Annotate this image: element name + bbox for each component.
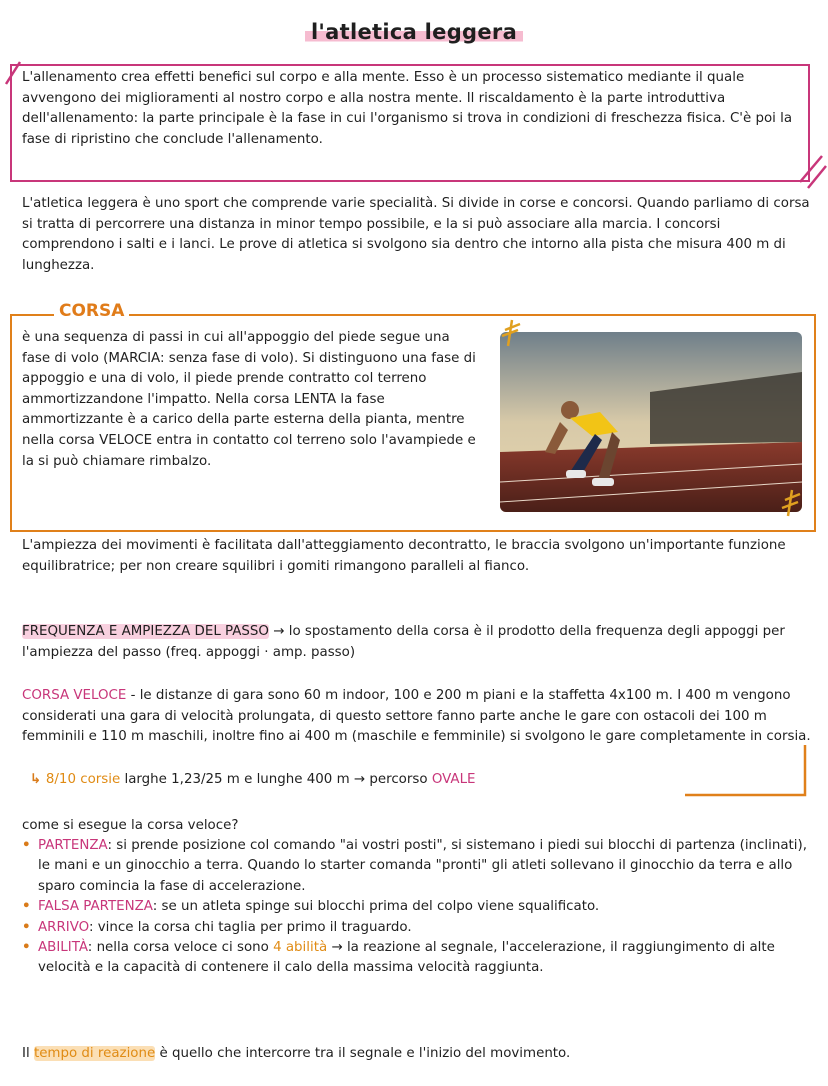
percorso-text: percorso [369, 772, 428, 787]
frequenza-text: lo spostamento della corsa è il prodotto della frequenza degli appoggi per l'ampiezza del passo (freq. appoggi · amp. passo) [22, 624, 785, 660]
photo-corner-marks [0, 300, 828, 540]
corsie-arrow-icon: ↳ [30, 772, 46, 787]
reazione-paragraph: Il tempo di reazione è quello che intercorre tra il segnale e l'inizio del movimento. [22, 1046, 571, 1061]
come-question: come si esegue la corsa veloce? [22, 818, 239, 833]
reazione-term: tempo di reazione [33, 1046, 156, 1061]
corsa-veloce-heading: CORSA VELOCE [22, 688, 127, 703]
frequenza-section: FREQUENZA E AMPIEZZA DEL PASSO → lo spostamento della corsa è il prodotto della frequenza degli appoggi per l'ampiezza del passo (freq. appoggi · amp. passo) [22, 624, 785, 660]
corsie-label: 8/10 corsie [45, 772, 121, 787]
corsie-line: ↳ 8/10 corsie larghe 1,23/25 m e lunghe 400 m → percorso OVALE [30, 772, 476, 787]
corsa-heading: CORSA [54, 301, 129, 321]
frequenza-heading: FREQUENZA E AMPIEZZA DEL PASSO [22, 624, 269, 639]
ampiezza-paragraph: L'ampiezza dei movimenti è facilitata dall'atteggiamento decontratto, le braccia svolgono un'importante funzione equilibratrice; per non creare squilibri i gomiti rimangono paralleli al fianco. [22, 538, 786, 574]
ovale-text: OVALE [431, 772, 476, 787]
list-item: • ABILITÀ: nella corsa veloce ci sono 4 abilità → la reazione al segnale, l'accelerazione, il raggiungimento di alte velocità e la capacità di contenere il calo della massima velocità raggiunta. [22, 938, 812, 979]
page-title: l'atletica leggera [0, 20, 828, 44]
intro-paragraph: L'allenamento crea effetti benefici sul corpo e alla mente. Esso è un processo sistematico mediante il quale avvengono dei miglioramenti al nostro corpo e alla nostra mente. Il riscaldamento è la parte introduttiva dell'allenamento: la parte principale è la fase in cui l'organismo si trova in condizioni di freschezza fisica. C'è poi la fase di ripristino che conclude l'allenamento. [22, 70, 793, 147]
corsa-paragraph: è una sequenza di passi in cui all'appoggio del piede segue una fase di volo (MARCIA: senza fase di volo). Si distinguono una fase di appoggio e una di volo, il piede prende contratto col terreno ammortizzandone l'impatto. Nella corsa LENTA la fase ammortizzante è a carico della parte esterna della pianta, mentre nella corsa VELOCE entra in contatto col terreno solo l'avampiede e la si può chiamare rimbalzo. [22, 330, 476, 469]
list-item: • PARTENZA: si prende posizione col comando "ai vostri posti", si sistemano i piedi sui blocchi di partenza (inclinati), le mani e un ginocchio a terra. Quando lo starter comanda "pronti" gli atleti sollevano il ginocchio da terra e allo sparo comincia la fase di accelerazione. [22, 836, 812, 897]
corsa-veloce-text: le distanze di gara sono 60 m indoor, 100 e 200 m piani e la staffetta 4x100 m. I 400 m vengono considerati una gara di velocità prolungata, di questo settore fanno parte anche le gare con ostacoli dei 100 m femminili e 110 m maschili, inoltre fino ai 400 m (maschile e femminile) si svolgono le gare completamente in corsia. [22, 688, 811, 745]
list-item: • ARRIVO: vince la corsa chi taglia per primo il traguardo. [22, 918, 812, 938]
list-item: • FALSA PARTENZA: se un atleta spinge sui blocchi prima del colpo viene squalificato. [22, 897, 812, 917]
come-list [22, 836, 812, 979]
corsa-veloce-section: CORSA VELOCE - le distanze di gara sono 60 m indoor, 100 e 200 m piani e la staffetta 4x100 m. I 400 m vengono considerati una gara di velocità prolungata, di questo settore fanno parte anche le gare con ostacoli dei 100 m femminili e 110 m maschili, inoltre fino ai 400 m (maschile e femminile) si svolgono le gare completamente in corsia. [22, 688, 811, 745]
corsa-veloce-bracket [680, 740, 810, 810]
corsie-text: larghe 1,23/25 m e lunghe 400 m [124, 772, 350, 787]
atletica-paragraph: L'atletica leggera è uno sport che comprende varie specialità. Si divide in corse e concorsi. Quando parliamo di corsa si tratta di percorrere una distanza in minor tempo possibile, e la si può associare alla marcia. I concorsi comprendono i salti e i lanci. Le prove di atletica si svolgono sia dentro che intorno alla pista che misura 400 m di lunghezza. [22, 196, 810, 273]
